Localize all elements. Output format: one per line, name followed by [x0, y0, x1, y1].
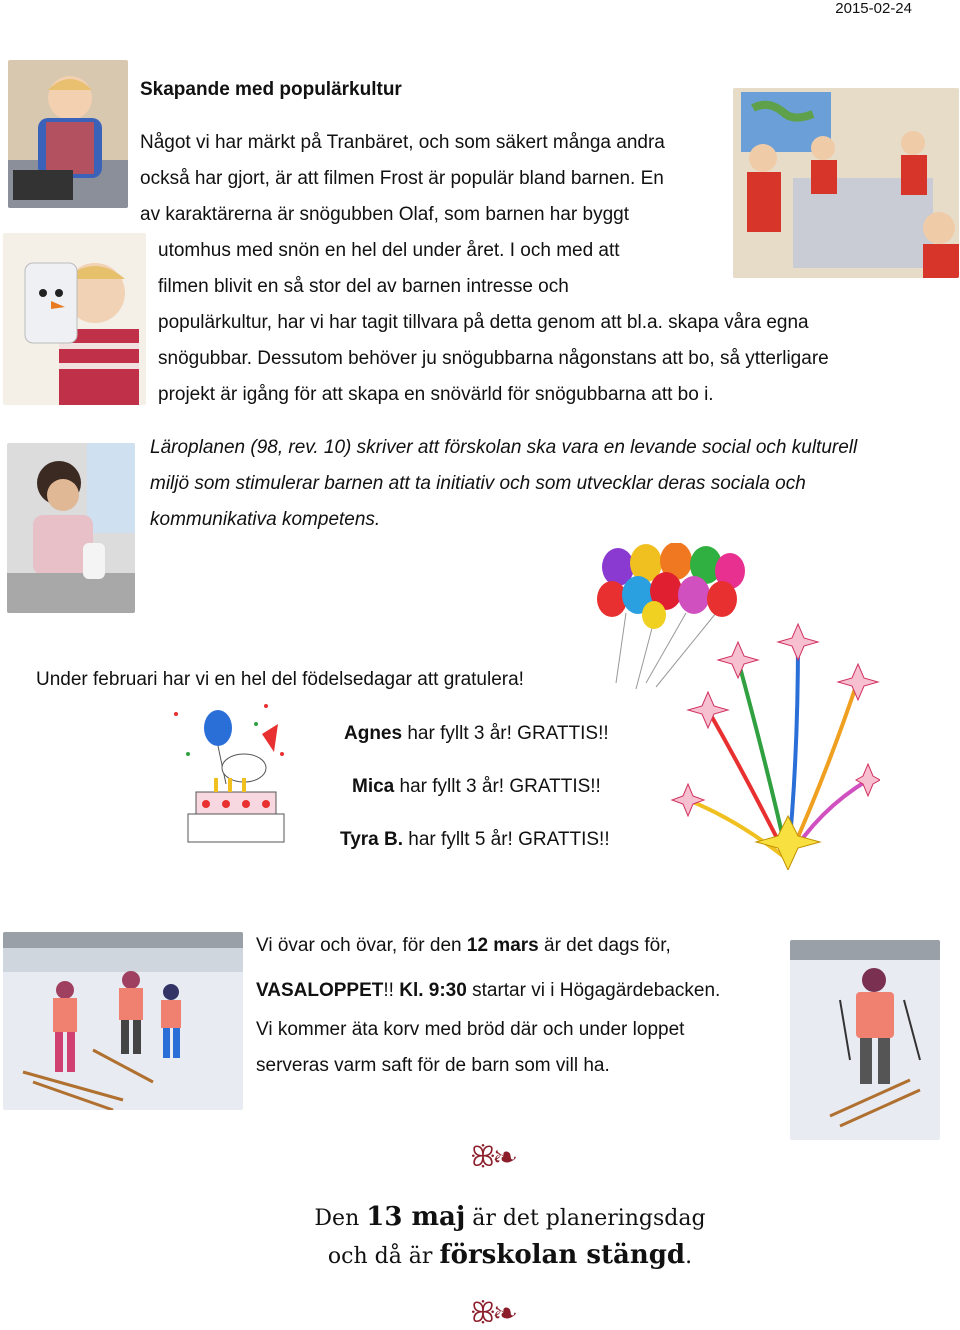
birthday-cake-clipart: [166, 694, 290, 856]
document-date: 2015-02-24: [835, 0, 912, 17]
vasaloppet-line: [256, 928, 671, 964]
closing-text: är det planeringsdag: [465, 1206, 706, 1231]
vasaloppet-time: Kl. 9:30: [399, 980, 467, 1001]
photo-children-skiing: [3, 932, 243, 1110]
curriculum-quote-line: kommunikativa kompetens.: [150, 509, 381, 530]
vasaloppet-line: [256, 973, 720, 1009]
closing-line: [300, 1202, 720, 1232]
vasaloppet-text: !!: [383, 980, 400, 1001]
vasaloppet-date: 12 mars: [466, 935, 539, 956]
birthday-text: har fyllt 3 år! GRATTIS!!: [394, 776, 601, 797]
fireworks-clipart: [668, 620, 880, 870]
birthday-entry: [344, 716, 609, 752]
closing-date: 13 maj: [366, 1202, 466, 1232]
paragraph-line: filmen blivit en så stor del av barnen intresse och: [158, 276, 569, 297]
vasaloppet-text: Vi övar och övar, för den: [256, 935, 467, 956]
curriculum-quote-line: miljö som stimulerar barnen att ta initiativ och som utvecklar deras sociala och: [150, 473, 806, 494]
paragraph-line: utomhus med snön en hel del under året. I och med att: [158, 240, 620, 261]
closing-text: Den: [314, 1206, 367, 1231]
paragraph-line: Något vi har märkt på Tranbäret, och som säkert många andra: [140, 132, 665, 153]
birthday-intro: Under februari har vi en hel del födelsedagar att gratulera!: [36, 669, 524, 690]
vasaloppet-line: serveras varm saft för de barn som vill ha.: [256, 1055, 610, 1076]
photo-child-crafting: [7, 443, 135, 613]
ornament-bottom: ꕥ❧: [470, 1296, 515, 1329]
paragraph-line: populärkultur, har vi har tagit tillvara på detta genom att bl.a. skapa våra egna: [158, 312, 809, 333]
closing-emphasis: förskolan stängd: [439, 1240, 686, 1270]
vasaloppet-text: startar vi i Högagärdebacken.: [466, 980, 721, 1001]
paragraph-line: av karaktärerna är snögubben Olaf, som barnen har byggt: [140, 204, 630, 225]
closing-line: [300, 1240, 720, 1270]
birthday-entry: [352, 769, 601, 805]
ornament-top: ꕥ❧: [470, 1140, 515, 1173]
curriculum-quote-line: Läroplanen (98, rev. 10) skriver att förskolan ska vara en levande social och kulturell: [150, 437, 858, 458]
paragraph-line: också har gjort, är att filmen Frost är populär bland barnen. En: [140, 168, 664, 189]
closing-text: och då är: [327, 1244, 440, 1269]
photo-child-painting: [8, 60, 128, 208]
vasaloppet-event: VASALOPPET: [256, 980, 384, 1001]
vasaloppet-line: Vi kommer äta korv med bröd där och under loppet: [256, 1019, 685, 1040]
photo-children-at-table: [733, 88, 959, 278]
birthday-text: har fyllt 3 år! GRATTIS!!: [402, 723, 609, 744]
birthday-name: Mica: [352, 776, 395, 797]
birthday-text: har fyllt 5 år! GRATTIS!!: [403, 829, 610, 850]
paragraph-line: snögubbar. Dessutom behöver ju snögubbarna någonstans att bo, så ytterligare: [158, 348, 829, 369]
birthday-entry: [340, 822, 610, 858]
photo-child-snowman-jar: [3, 233, 146, 405]
paragraph-line: projekt är igång för att skapa en snövärld för snögubbarna att bo i.: [158, 384, 714, 405]
birthday-name: Agnes: [344, 723, 403, 744]
vasaloppet-text: är det dags för,: [538, 935, 671, 956]
closing-text: .: [685, 1244, 693, 1269]
photo-child-skiing: [790, 940, 940, 1140]
birthday-name: Tyra B.: [340, 829, 404, 850]
section-heading: Skapande med populärkultur: [140, 79, 402, 100]
